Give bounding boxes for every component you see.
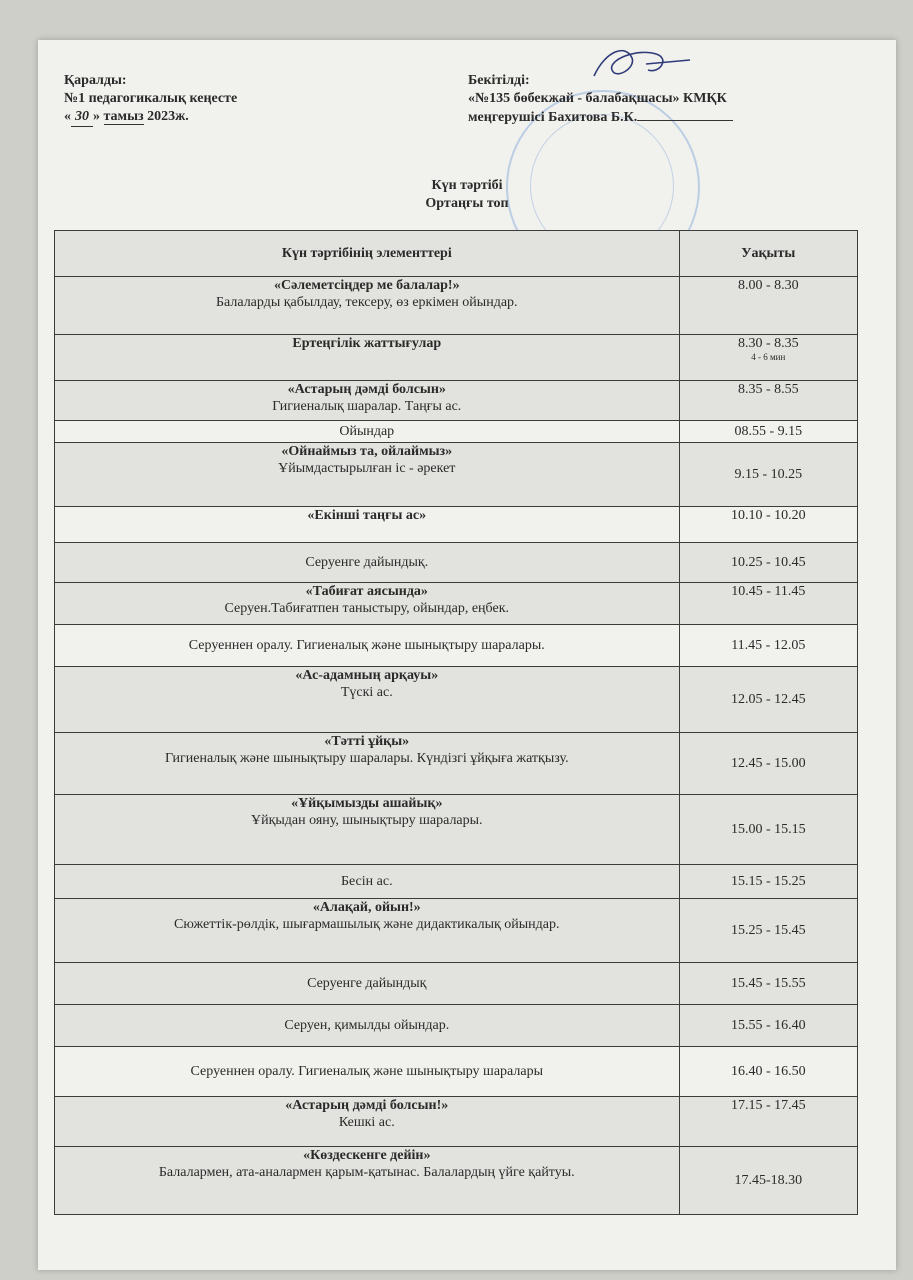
time-cell: [679, 625, 857, 667]
date-day: 30: [71, 108, 93, 127]
column-header-time: Уақыты: [679, 231, 857, 277]
activity-title: «Ойнаймыз та, ойлаймыз»: [281, 444, 453, 459]
activity-title: «Тәтті ұйқы»: [324, 734, 410, 749]
activity-description: Балаларды қабылдау, тексеру, өз еркімен ойындар.: [216, 295, 518, 310]
time-cell: [679, 335, 857, 381]
activity-title: «Көздескенге дейін»: [303, 1148, 431, 1163]
time-cell: [679, 1005, 857, 1047]
reviewed-label: Қаралды:: [64, 73, 127, 88]
date-year: 2023ж.: [147, 109, 189, 124]
activity-cell: [55, 625, 680, 667]
time-cell: [679, 899, 857, 963]
document-title: Күн тәртібі: [431, 178, 503, 193]
activity-cell: [55, 507, 680, 543]
activity-description: Ұйымдастырылған іс - әрекет: [278, 461, 456, 476]
activity-cell: [55, 335, 680, 381]
column-header-elements: Күн тәртібінің элементтері: [55, 231, 680, 277]
time-cell: [679, 963, 857, 1005]
time-cell: [679, 733, 857, 795]
activity-description: Серуеннен оралу. Гигиеналық және шынықтыру шаралары.: [188, 638, 545, 653]
time-range: 8.35 - 8.55: [737, 382, 799, 397]
approved-organization: «№135 бөбекжай - балабақшасы» КМҚК: [468, 91, 727, 106]
time-cell: [679, 277, 857, 335]
time-range: 15.00 - 15.15: [730, 822, 806, 837]
table-row: [55, 963, 858, 1005]
time-cell: [679, 507, 857, 543]
time-cell: [679, 865, 857, 899]
time-range: 15.45 - 15.55: [730, 976, 806, 991]
table-row: [55, 625, 858, 667]
activity-cell: [55, 1047, 680, 1097]
reviewed-council: №1 педагогикалық кеңесте: [64, 91, 238, 106]
time-cell: [679, 421, 857, 443]
time-cell: [679, 443, 857, 507]
document-subtitle: Ортаңғы топ: [425, 196, 509, 211]
table-row: [55, 1097, 858, 1147]
time-cell: [679, 1047, 857, 1097]
time-range: 17.15 - 17.45: [730, 1098, 806, 1113]
table-row: [55, 667, 858, 733]
time-cell: [679, 667, 857, 733]
date-month: тамыз: [103, 109, 144, 124]
time-range: 16.40 - 16.50: [730, 1064, 806, 1079]
activity-title: «Астарың дәмді болсын»: [287, 382, 446, 397]
time-range: 15.55 - 16.40: [730, 1018, 806, 1033]
table-row: [55, 381, 858, 421]
time-range: 9.15 - 10.25: [734, 467, 803, 482]
activity-title: «Табиғат аясында»: [305, 584, 428, 599]
activity-cell: [55, 381, 680, 421]
time-range: 10.10 - 10.20: [730, 508, 806, 523]
activity-cell: [55, 543, 680, 583]
time-range: 15.15 - 15.25: [730, 874, 806, 889]
activity-description: Серуеннен оралу. Гигиеналық және шынықтыру шаралары: [190, 1064, 543, 1079]
time-range: 15.25 - 15.45: [730, 923, 806, 938]
time-cell: [679, 1097, 857, 1147]
table-row: [55, 899, 858, 963]
activity-title: «Алақай, ойын!»: [312, 900, 421, 915]
table-row: [55, 277, 858, 335]
activity-title: Ертеңгілік жаттығулар: [292, 336, 442, 351]
reviewed-date: « 30 » тамыз 2023ж.: [64, 108, 237, 127]
time-range: 8.00 - 8.30: [737, 278, 799, 293]
activity-description: Серуенге дайындық.: [305, 555, 429, 570]
table-row: [55, 795, 858, 865]
activity-description: Сюжеттік-рөлдік, шығармашылық және дидактикалық ойындар.: [174, 917, 560, 932]
activity-description: Серуенге дайындық: [307, 976, 427, 991]
activity-cell: [55, 421, 680, 443]
activity-description: Серуен.Табиғатпен таныстыру, ойындар, еңбек.: [224, 601, 509, 616]
activity-description: Ұйқыдан ояну, шынықтыру шаралары.: [250, 813, 483, 828]
activity-title: «Астарың дәмді болсын!»: [285, 1098, 449, 1113]
table-row: [55, 335, 858, 381]
activity-description: Түскі ас.: [340, 685, 393, 700]
table-row: [55, 543, 858, 583]
time-range: 10.25 - 10.45: [730, 555, 806, 570]
table-row: [55, 1047, 858, 1097]
time-range: 12.05 - 12.45: [730, 692, 806, 707]
activity-description: Балалармен, ата-аналармен қарым-қатынас. Балалардың үйге қайтуы.: [158, 1165, 575, 1180]
time-cell: [679, 543, 857, 583]
activity-title: «Ас-адамның арқауы»: [295, 668, 439, 683]
time-range: 08.55 - 9.15: [734, 424, 803, 439]
table-row: [55, 421, 858, 443]
table-row: [55, 1005, 858, 1047]
activity-cell: [55, 277, 680, 335]
activity-cell: [55, 963, 680, 1005]
activity-cell: [55, 667, 680, 733]
signature-line: [637, 108, 733, 121]
activity-cell: [55, 795, 680, 865]
table-row: [55, 443, 858, 507]
activity-cell: [55, 899, 680, 963]
activity-cell: [55, 583, 680, 625]
time-range: 10.45 - 11.45: [731, 584, 806, 599]
approved-label: Бекітілді:: [468, 73, 530, 88]
activity-title: «Екінші таңғы ас»: [307, 508, 427, 523]
document-page: [38, 40, 896, 1270]
time-cell: [679, 1147, 857, 1215]
table-row: [55, 865, 858, 899]
table-row: [55, 733, 858, 795]
time-range: 17.45-18.30: [734, 1173, 803, 1188]
reviewed-block: [64, 72, 237, 127]
activity-description: Гигиеналық және шынықтыру шаралары. Күндізгі ұйқыға жатқызу.: [164, 751, 569, 766]
activity-description: Ойындар: [339, 424, 395, 439]
table-row: [55, 1147, 858, 1215]
activity-description: Серуен, қимылды ойындар.: [284, 1018, 450, 1033]
table-row: [55, 583, 858, 625]
time-cell: [679, 583, 857, 625]
activity-title: «Ұйқымызды ашайық»: [291, 796, 443, 811]
activity-description: Гигиеналық шаралар. Таңғы ас.: [272, 399, 462, 414]
time-range: 8.30 - 8.35: [737, 336, 799, 351]
duration-note: 4 - 6 мин: [751, 352, 786, 362]
time-range: 12.45 - 15.00: [730, 756, 806, 771]
table-header-row: [55, 231, 858, 277]
activity-description: Бесін ас.: [340, 874, 393, 889]
time-range: 11.45 - 12.05: [731, 638, 806, 653]
activity-description: Кешкі ас.: [338, 1115, 395, 1130]
activity-cell: [55, 865, 680, 899]
time-cell: [679, 381, 857, 421]
activity-cell: [55, 733, 680, 795]
activity-cell: [55, 1147, 680, 1215]
schedule-table: [54, 230, 858, 1215]
table-row: [55, 507, 858, 543]
approved-block: [468, 72, 733, 127]
activity-cell: [55, 1005, 680, 1047]
activity-title: «Сәлеметсіңдер ме балалар!»: [273, 278, 460, 293]
activity-cell: [55, 443, 680, 507]
time-cell: [679, 795, 857, 865]
approved-head: меңгерушісі Бахитова Б.К.: [468, 108, 733, 127]
activity-cell: [55, 1097, 680, 1147]
